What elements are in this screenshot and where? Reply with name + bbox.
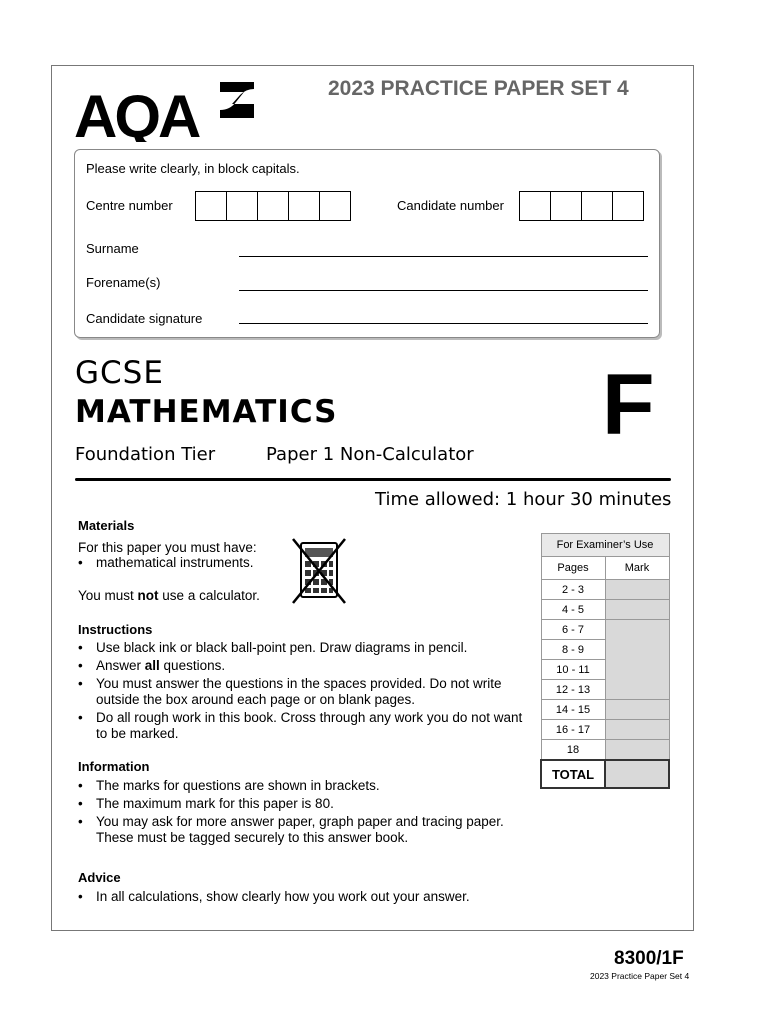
pages-cell: 8 - 9 (541, 640, 605, 660)
surname-label: Surname (86, 241, 139, 256)
time-allowed: Time allowed: 1 hour 30 minutes (375, 489, 672, 510)
paper-code-subtitle: 2023 Practice Paper Set 4 (590, 971, 690, 981)
pages-cell: 12 - 13 (541, 680, 605, 700)
tier-letter: F (602, 357, 655, 453)
mark-column-header: Mark (605, 557, 669, 580)
information-item: • You may ask for more answer paper, graph paper and tracing paper. These must be tagged securely to this answer book. (77, 814, 532, 846)
mark-cell (605, 740, 669, 761)
instructions-heading: Instructions (78, 622, 153, 637)
qualification-title: GCSE (75, 355, 164, 391)
instruction-item: • Answer all questions. (77, 658, 532, 674)
instruction-item: • You must answer the questions in the spaces provided. Do not write outside the box around each page or on blank pages. (77, 676, 532, 708)
set-title: 2023 PRACTICE PAPER SET 4 (328, 77, 629, 100)
forename-label: Forename(s) (86, 275, 161, 290)
mark-cell (605, 600, 669, 620)
materials-heading: Materials (78, 518, 135, 533)
pages-cell: 4 - 5 (541, 600, 605, 620)
instruction-item: • Use black ink or black ball-point pen. Draw diagrams in pencil. (77, 640, 532, 656)
instructions-list (77, 640, 532, 744)
information-list (77, 778, 532, 848)
instruction-item: • Do all rough work in this book. Cross through any work you do not want to be marked. (77, 710, 532, 742)
candidate-details-box (74, 149, 660, 338)
pages-cell: 18 (541, 740, 605, 761)
advice-item: • In all calculations, show clearly how you work out your answer. (77, 889, 532, 905)
svg-text:AQA: AQA (74, 83, 199, 142)
signature-label: Candidate signature (86, 311, 203, 326)
centre-number-field[interactable] (196, 191, 351, 221)
materials-item: • mathematical instruments. (77, 555, 317, 571)
advice-list (77, 889, 532, 907)
title-rule (75, 478, 671, 481)
candidate-number-field[interactable] (520, 191, 644, 221)
paper-label: Paper 1 Non-Calculator (266, 444, 474, 465)
signature-field[interactable] (239, 323, 648, 324)
pages-cell: 14 - 15 (541, 700, 605, 720)
block-capitals-instruction: Please write clearly, in block capitals. (86, 161, 300, 176)
materials-list (77, 555, 317, 573)
mark-cell (605, 620, 669, 700)
examiner-use-table (540, 533, 670, 789)
information-item: • The marks for questions are shown in brackets. (77, 778, 532, 794)
information-item: • The maximum mark for this paper is 80. (77, 796, 532, 812)
mark-cell (605, 720, 669, 740)
pages-cell: 16 - 17 (541, 720, 605, 740)
pages-cell: 6 - 7 (541, 620, 605, 640)
aqa-logo (74, 80, 259, 142)
candidate-number-label: Candidate number (397, 198, 504, 213)
total-mark-cell (605, 760, 669, 788)
subject-title: MATHEMATICS (75, 394, 338, 430)
pages-column-header: Pages (541, 557, 605, 580)
forename-field[interactable] (239, 290, 648, 291)
mark-cell (605, 580, 669, 600)
information-heading: Information (78, 759, 150, 774)
paper-code: 8300/1F (614, 948, 684, 969)
total-label: TOTAL (541, 760, 605, 788)
advice-heading: Advice (78, 870, 121, 885)
materials-intro: For this paper you must have: (78, 540, 257, 555)
surname-field[interactable] (239, 256, 648, 257)
mark-cell (605, 700, 669, 720)
calculator-notice: You must not use a calculator. (78, 588, 260, 603)
centre-number-label: Centre number (86, 198, 173, 213)
tier-label: Foundation Tier (75, 444, 216, 465)
no-calculator-icon (291, 537, 347, 605)
pages-cell: 2 - 3 (541, 580, 605, 600)
pages-cell: 10 - 11 (541, 660, 605, 680)
examiner-table-title: For Examiner’s Use (541, 534, 669, 557)
